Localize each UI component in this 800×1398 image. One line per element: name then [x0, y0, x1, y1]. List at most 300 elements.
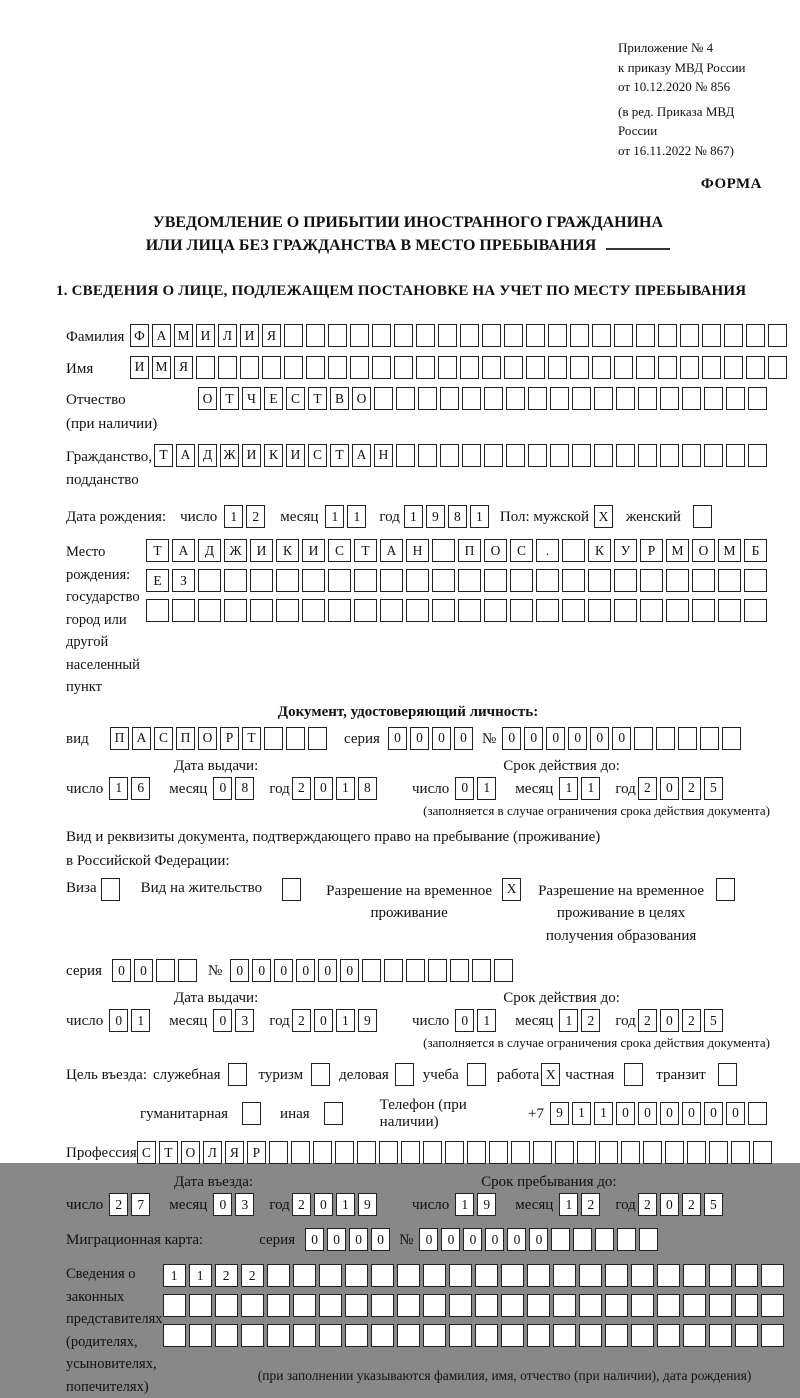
char-box[interactable]: [345, 1294, 368, 1317]
char-box[interactable]: [746, 324, 765, 347]
char-box[interactable]: [267, 1264, 290, 1287]
char-box[interactable]: 1: [559, 1009, 578, 1032]
char-box[interactable]: А: [152, 324, 171, 347]
char-box[interactable]: [319, 1324, 342, 1347]
char-box[interactable]: 2: [682, 1009, 701, 1032]
char-box[interactable]: [308, 727, 327, 750]
char-box[interactable]: [726, 387, 745, 410]
char-box[interactable]: [744, 599, 767, 622]
char-box[interactable]: [572, 387, 591, 410]
char-box[interactable]: [748, 387, 767, 410]
char-box[interactable]: [657, 1294, 680, 1317]
char-box[interactable]: 0: [213, 1009, 232, 1032]
char-box[interactable]: О: [198, 387, 217, 410]
char-box[interactable]: 0: [318, 959, 337, 982]
char-box[interactable]: 0: [340, 959, 359, 982]
char-box[interactable]: [475, 1324, 498, 1347]
char-box[interactable]: [553, 1324, 576, 1347]
char-box[interactable]: [658, 324, 677, 347]
char-box[interactable]: [445, 1141, 464, 1164]
char-box[interactable]: 1: [559, 1193, 578, 1216]
char-box[interactable]: Л: [203, 1141, 222, 1164]
char-box[interactable]: [614, 324, 633, 347]
char-box[interactable]: [484, 599, 507, 622]
char-box[interactable]: [657, 1324, 680, 1347]
char-box[interactable]: 0: [388, 727, 407, 750]
char-box[interactable]: [687, 1141, 706, 1164]
char-box[interactable]: [577, 1141, 596, 1164]
char-box[interactable]: 1: [131, 1009, 150, 1032]
char-box[interactable]: [372, 356, 391, 379]
char-box[interactable]: 2: [292, 777, 311, 800]
char-box[interactable]: Л: [218, 324, 237, 347]
char-box[interactable]: [527, 1264, 550, 1287]
char-box[interactable]: [718, 1063, 737, 1086]
char-box[interactable]: [533, 1141, 552, 1164]
char-box[interactable]: М: [666, 539, 689, 562]
char-box[interactable]: [357, 1141, 376, 1164]
char-box[interactable]: [482, 324, 501, 347]
char-box[interactable]: Я: [225, 1141, 244, 1164]
char-box[interactable]: [302, 569, 325, 592]
char-box[interactable]: [579, 1324, 602, 1347]
char-box[interactable]: [682, 444, 701, 467]
char-box[interactable]: Н: [406, 539, 429, 562]
char-box[interactable]: [432, 569, 455, 592]
char-box[interactable]: 1: [477, 1009, 496, 1032]
char-box[interactable]: [616, 387, 635, 410]
char-box[interactable]: [250, 569, 273, 592]
char-box[interactable]: [458, 569, 481, 592]
char-box[interactable]: [726, 444, 745, 467]
char-box[interactable]: [553, 1294, 576, 1317]
char-box[interactable]: 0: [349, 1228, 368, 1251]
char-box[interactable]: [428, 959, 447, 982]
char-box[interactable]: [656, 727, 675, 750]
char-box[interactable]: [286, 727, 305, 750]
char-box[interactable]: 2: [292, 1193, 311, 1216]
char-box[interactable]: [639, 1228, 658, 1251]
char-box[interactable]: 0: [134, 959, 153, 982]
char-box[interactable]: Е: [146, 569, 169, 592]
char-box[interactable]: Д: [198, 539, 221, 562]
char-box[interactable]: [683, 1294, 706, 1317]
char-box[interactable]: 0: [502, 727, 521, 750]
char-box[interactable]: [189, 1294, 212, 1317]
char-box[interactable]: [284, 356, 303, 379]
char-box[interactable]: [449, 1324, 472, 1347]
char-box[interactable]: [640, 569, 663, 592]
char-box[interactable]: 0: [454, 727, 473, 750]
char-box[interactable]: [605, 1324, 628, 1347]
char-box[interactable]: К: [588, 539, 611, 562]
char-box[interactable]: [528, 387, 547, 410]
char-box[interactable]: [731, 1141, 750, 1164]
char-box[interactable]: Н: [374, 444, 393, 467]
char-box[interactable]: [761, 1264, 784, 1287]
char-box[interactable]: [319, 1294, 342, 1317]
char-box[interactable]: [536, 569, 559, 592]
char-box[interactable]: [746, 356, 765, 379]
char-box[interactable]: [579, 1294, 602, 1317]
char-box[interactable]: [501, 1324, 524, 1347]
char-box[interactable]: 0: [704, 1102, 723, 1125]
char-box[interactable]: [379, 1141, 398, 1164]
char-box[interactable]: [345, 1264, 368, 1287]
char-box[interactable]: Р: [247, 1141, 266, 1164]
char-box[interactable]: [550, 444, 569, 467]
char-box[interactable]: 0: [485, 1228, 504, 1251]
char-box[interactable]: [350, 356, 369, 379]
char-box[interactable]: [624, 1063, 643, 1086]
char-box[interactable]: [709, 1141, 728, 1164]
char-box[interactable]: [510, 569, 533, 592]
char-box[interactable]: [328, 599, 351, 622]
char-box[interactable]: 0: [213, 1193, 232, 1216]
char-box[interactable]: А: [380, 539, 403, 562]
char-box[interactable]: Т: [146, 539, 169, 562]
char-box[interactable]: [501, 1264, 524, 1287]
char-box[interactable]: 5: [704, 777, 723, 800]
char-box[interactable]: [504, 356, 523, 379]
char-box[interactable]: [319, 1264, 342, 1287]
char-box[interactable]: 9: [426, 505, 445, 528]
char-box[interactable]: [638, 444, 657, 467]
char-box[interactable]: [553, 1264, 576, 1287]
char-box[interactable]: [666, 569, 689, 592]
char-box[interactable]: [395, 1063, 414, 1086]
char-box[interactable]: 1: [477, 777, 496, 800]
char-box[interactable]: Т: [154, 444, 173, 467]
char-box[interactable]: [291, 1141, 310, 1164]
char-box[interactable]: 2: [638, 1193, 657, 1216]
char-box[interactable]: [510, 599, 533, 622]
char-box[interactable]: 3: [235, 1193, 254, 1216]
char-box[interactable]: [735, 1294, 758, 1317]
char-box[interactable]: [680, 356, 699, 379]
char-box[interactable]: [709, 1264, 732, 1287]
char-box[interactable]: 0: [314, 1009, 333, 1032]
char-box[interactable]: [293, 1294, 316, 1317]
char-box[interactable]: 0: [410, 727, 429, 750]
char-box[interactable]: [462, 387, 481, 410]
char-box[interactable]: [215, 1324, 238, 1347]
char-box[interactable]: [527, 1294, 550, 1317]
char-box[interactable]: [504, 324, 523, 347]
char-box[interactable]: [397, 1264, 420, 1287]
char-box[interactable]: [267, 1324, 290, 1347]
char-box[interactable]: Е: [264, 387, 283, 410]
char-box[interactable]: 2: [581, 1193, 600, 1216]
char-box[interactable]: [594, 444, 613, 467]
char-box[interactable]: [548, 356, 567, 379]
char-box[interactable]: [267, 1294, 290, 1317]
char-box[interactable]: П: [110, 727, 129, 750]
char-box[interactable]: 2: [292, 1009, 311, 1032]
char-box[interactable]: 1: [336, 1009, 355, 1032]
char-box[interactable]: [617, 1228, 636, 1251]
char-box[interactable]: 5: [704, 1009, 723, 1032]
char-box[interactable]: [293, 1324, 316, 1347]
char-box[interactable]: 1: [594, 1102, 613, 1125]
char-box[interactable]: А: [132, 727, 151, 750]
char-box[interactable]: [450, 959, 469, 982]
char-box[interactable]: [423, 1294, 446, 1317]
char-box[interactable]: [484, 387, 503, 410]
char-box[interactable]: [702, 356, 721, 379]
char-box[interactable]: 0: [616, 1102, 635, 1125]
char-box[interactable]: С: [328, 539, 351, 562]
char-box[interactable]: [616, 444, 635, 467]
char-box[interactable]: [526, 356, 545, 379]
char-box[interactable]: [380, 569, 403, 592]
char-box[interactable]: X: [541, 1063, 560, 1086]
char-box[interactable]: [324, 1102, 343, 1125]
char-box[interactable]: [700, 727, 719, 750]
char-box[interactable]: 2: [682, 777, 701, 800]
char-box[interactable]: 2: [581, 1009, 600, 1032]
char-box[interactable]: [460, 356, 479, 379]
char-box[interactable]: [374, 387, 393, 410]
char-box[interactable]: [636, 356, 655, 379]
char-box[interactable]: 1: [470, 505, 489, 528]
char-box[interactable]: [241, 1324, 264, 1347]
char-box[interactable]: О: [692, 539, 715, 562]
char-box[interactable]: [462, 444, 481, 467]
char-box[interactable]: [406, 569, 429, 592]
char-box[interactable]: [156, 959, 175, 982]
char-box[interactable]: 1: [404, 505, 423, 528]
char-box[interactable]: 9: [477, 1193, 496, 1216]
char-box[interactable]: [562, 569, 585, 592]
char-box[interactable]: О: [198, 727, 217, 750]
char-box[interactable]: С: [137, 1141, 156, 1164]
char-box[interactable]: 0: [112, 959, 131, 982]
char-box[interactable]: [709, 1324, 732, 1347]
char-box[interactable]: [748, 444, 767, 467]
char-box[interactable]: 0: [371, 1228, 390, 1251]
char-box[interactable]: [406, 959, 425, 982]
char-box[interactable]: [527, 1324, 550, 1347]
char-box[interactable]: [682, 387, 701, 410]
char-box[interactable]: 1: [581, 777, 600, 800]
char-box[interactable]: [724, 356, 743, 379]
char-box[interactable]: [440, 387, 459, 410]
char-box[interactable]: Т: [220, 387, 239, 410]
char-box[interactable]: П: [458, 539, 481, 562]
char-box[interactable]: [643, 1141, 662, 1164]
char-box[interactable]: 9: [550, 1102, 569, 1125]
char-box[interactable]: [440, 444, 459, 467]
char-box[interactable]: [311, 1063, 330, 1086]
char-box[interactable]: [397, 1324, 420, 1347]
char-box[interactable]: [467, 1063, 486, 1086]
char-box[interactable]: [595, 1228, 614, 1251]
char-box[interactable]: 6: [131, 777, 150, 800]
char-box[interactable]: [562, 599, 585, 622]
char-box[interactable]: [401, 1141, 420, 1164]
char-box[interactable]: [380, 599, 403, 622]
char-box[interactable]: [562, 539, 585, 562]
char-box[interactable]: [178, 959, 197, 982]
char-box[interactable]: [753, 1141, 772, 1164]
char-box[interactable]: [218, 356, 237, 379]
char-box[interactable]: [371, 1324, 394, 1347]
char-box[interactable]: 0: [590, 727, 609, 750]
char-box[interactable]: [692, 569, 715, 592]
char-box[interactable]: 2: [638, 1009, 657, 1032]
char-box[interactable]: [313, 1141, 332, 1164]
char-box[interactable]: [657, 1264, 680, 1287]
char-box[interactable]: П: [176, 727, 195, 750]
char-box[interactable]: [432, 599, 455, 622]
char-box[interactable]: А: [352, 444, 371, 467]
char-box[interactable]: [660, 387, 679, 410]
char-box[interactable]: [579, 1264, 602, 1287]
char-box[interactable]: [614, 599, 637, 622]
char-box[interactable]: [592, 324, 611, 347]
char-box[interactable]: [240, 356, 259, 379]
char-box[interactable]: Д: [198, 444, 217, 467]
char-box[interactable]: [605, 1294, 628, 1317]
char-box[interactable]: [735, 1264, 758, 1287]
char-box[interactable]: [416, 356, 435, 379]
char-box[interactable]: [372, 324, 391, 347]
char-box[interactable]: [692, 599, 715, 622]
char-box[interactable]: [224, 569, 247, 592]
char-box[interactable]: [631, 1294, 654, 1317]
char-box[interactable]: [172, 599, 195, 622]
char-box[interactable]: [250, 599, 273, 622]
char-box[interactable]: Т: [159, 1141, 178, 1164]
char-box[interactable]: [744, 569, 767, 592]
char-box[interactable]: 7: [131, 1193, 150, 1216]
char-box[interactable]: 0: [660, 1102, 679, 1125]
char-box[interactable]: 8: [358, 777, 377, 800]
char-box[interactable]: 2: [246, 505, 265, 528]
char-box[interactable]: [621, 1141, 640, 1164]
char-box[interactable]: [482, 356, 501, 379]
char-box[interactable]: Я: [262, 324, 281, 347]
char-box[interactable]: 1: [109, 777, 128, 800]
char-box[interactable]: С: [510, 539, 533, 562]
char-box[interactable]: 0: [612, 727, 631, 750]
char-box[interactable]: 3: [235, 1009, 254, 1032]
char-box[interactable]: [724, 324, 743, 347]
char-box[interactable]: [631, 1324, 654, 1347]
char-box[interactable]: [215, 1294, 238, 1317]
char-box[interactable]: [735, 1324, 758, 1347]
char-box[interactable]: 0: [314, 777, 333, 800]
char-box[interactable]: [768, 356, 787, 379]
char-box[interactable]: [328, 324, 347, 347]
char-box[interactable]: И: [196, 324, 215, 347]
char-box[interactable]: Ф: [130, 324, 149, 347]
char-box[interactable]: [631, 1264, 654, 1287]
char-box[interactable]: [264, 727, 283, 750]
char-box[interactable]: [666, 599, 689, 622]
char-box[interactable]: [570, 324, 589, 347]
char-box[interactable]: Т: [330, 444, 349, 467]
char-box[interactable]: [683, 1264, 706, 1287]
char-box[interactable]: [550, 387, 569, 410]
char-box[interactable]: [640, 599, 663, 622]
char-box[interactable]: [163, 1324, 186, 1347]
char-box[interactable]: 9: [358, 1009, 377, 1032]
char-box[interactable]: 2: [638, 777, 657, 800]
char-box[interactable]: 8: [448, 505, 467, 528]
char-box[interactable]: [362, 959, 381, 982]
char-box[interactable]: [467, 1141, 486, 1164]
char-box[interactable]: [528, 444, 547, 467]
char-box[interactable]: [693, 505, 712, 528]
char-box[interactable]: [101, 878, 120, 901]
char-box[interactable]: [354, 599, 377, 622]
char-box[interactable]: 0: [432, 727, 451, 750]
char-box[interactable]: [475, 1264, 498, 1287]
char-box[interactable]: 0: [441, 1228, 460, 1251]
char-box[interactable]: 0: [682, 1102, 701, 1125]
char-box[interactable]: [704, 444, 723, 467]
char-box[interactable]: 1: [325, 505, 344, 528]
char-box[interactable]: [335, 1141, 354, 1164]
char-box[interactable]: О: [484, 539, 507, 562]
char-box[interactable]: [449, 1294, 472, 1317]
char-box[interactable]: 1: [572, 1102, 591, 1125]
char-box[interactable]: [572, 444, 591, 467]
char-box[interactable]: [526, 324, 545, 347]
char-box[interactable]: [345, 1324, 368, 1347]
char-box[interactable]: 0: [463, 1228, 482, 1251]
char-box[interactable]: [189, 1324, 212, 1347]
char-box[interactable]: [460, 324, 479, 347]
char-box[interactable]: [634, 727, 653, 750]
char-box[interactable]: [680, 324, 699, 347]
char-box[interactable]: 1: [336, 1193, 355, 1216]
char-box[interactable]: [198, 599, 221, 622]
char-box[interactable]: [350, 324, 369, 347]
char-box[interactable]: 0: [252, 959, 271, 982]
char-box[interactable]: [506, 444, 525, 467]
char-box[interactable]: [718, 599, 741, 622]
char-box[interactable]: 1: [189, 1264, 212, 1287]
char-box[interactable]: [196, 356, 215, 379]
char-box[interactable]: [722, 727, 741, 750]
char-box[interactable]: 0: [314, 1193, 333, 1216]
char-box[interactable]: [438, 324, 457, 347]
char-box[interactable]: [768, 324, 787, 347]
char-box[interactable]: 0: [546, 727, 565, 750]
char-box[interactable]: [614, 569, 637, 592]
char-box[interactable]: [665, 1141, 684, 1164]
char-box[interactable]: М: [174, 324, 193, 347]
char-box[interactable]: Ч: [242, 387, 261, 410]
char-box[interactable]: X: [594, 505, 613, 528]
char-box[interactable]: [594, 387, 613, 410]
char-box[interactable]: [588, 569, 611, 592]
char-box[interactable]: [551, 1228, 570, 1251]
char-box[interactable]: К: [276, 539, 299, 562]
char-box[interactable]: [328, 356, 347, 379]
char-box[interactable]: [501, 1294, 524, 1317]
char-box[interactable]: И: [302, 539, 325, 562]
char-box[interactable]: [198, 569, 221, 592]
char-box[interactable]: М: [718, 539, 741, 562]
char-box[interactable]: 0: [230, 959, 249, 982]
char-box[interactable]: 0: [529, 1228, 548, 1251]
char-box[interactable]: [704, 387, 723, 410]
char-box[interactable]: Р: [640, 539, 663, 562]
